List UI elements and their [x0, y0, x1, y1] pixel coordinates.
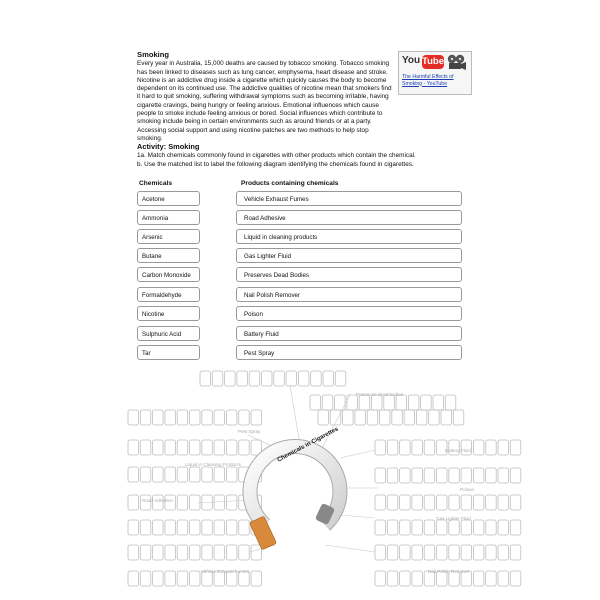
answer-box[interactable] — [437, 468, 448, 483]
youtube-logo — [402, 55, 444, 70]
products-header: Products containing chemicals — [241, 180, 339, 187]
label-liquid: Liquid in Cleaning Products — [185, 462, 241, 467]
answer-box[interactable] — [441, 410, 452, 425]
answer-box[interactable] — [153, 545, 164, 560]
answer-box[interactable] — [190, 545, 201, 560]
answer-box[interactable] — [424, 545, 435, 560]
answer-box[interactable] — [249, 371, 260, 386]
answer-box[interactable] — [416, 410, 427, 425]
answer-box[interactable] — [335, 371, 346, 386]
answer-box[interactable] — [226, 467, 237, 482]
product-item[interactable]: Preserves Dead Bodies — [236, 267, 462, 282]
answer-box[interactable] — [128, 520, 139, 535]
answer-box[interactable] — [424, 468, 435, 483]
answer-box[interactable] — [396, 395, 407, 410]
answer-box[interactable] — [140, 520, 151, 535]
answer-box[interactable] — [128, 495, 139, 510]
answer-box[interactable] — [473, 520, 484, 535]
answer-box[interactable] — [445, 395, 456, 410]
answer-box[interactable] — [140, 545, 151, 560]
answer-box[interactable] — [437, 545, 448, 560]
answer-box[interactable] — [214, 495, 225, 510]
answer-box[interactable] — [262, 371, 273, 386]
answer-box[interactable] — [128, 410, 139, 425]
answer-box[interactable] — [367, 410, 378, 425]
answer-box[interactable] — [311, 371, 322, 386]
answer-box[interactable] — [387, 495, 398, 510]
answer-box[interactable] — [322, 395, 333, 410]
answer-box[interactable] — [449, 520, 460, 535]
answer-box[interactable] — [153, 520, 164, 535]
youtube-video-link[interactable] — [398, 51, 472, 95]
answer-box[interactable] — [251, 571, 262, 586]
answer-box[interactable] — [498, 440, 509, 455]
video-link-text[interactable]: The Harmful Effects of Smoking - YouTube — [402, 74, 454, 87]
answer-box[interactable] — [429, 410, 440, 425]
answer-box[interactable] — [214, 545, 225, 560]
answer-box[interactable] — [202, 545, 213, 560]
chemical-item[interactable]: Ammonia — [137, 210, 200, 225]
answer-box[interactable] — [153, 571, 164, 586]
youtube-logo-tube: Tube — [422, 56, 444, 67]
intro-title: Smoking — [137, 50, 170, 59]
answer-box[interactable] — [424, 495, 435, 510]
answer-box[interactable] — [202, 410, 213, 425]
answer-box[interactable] — [473, 468, 484, 483]
chemical-item[interactable]: Tar — [137, 345, 200, 360]
answer-box[interactable] — [190, 467, 201, 482]
answer-box[interactable] — [449, 468, 460, 483]
answer-box[interactable] — [140, 571, 151, 586]
answer-box[interactable] — [408, 395, 419, 410]
answer-box[interactable] — [473, 571, 484, 586]
answer-box[interactable] — [165, 440, 176, 455]
answer-box[interactable] — [177, 495, 188, 510]
answer-box[interactable] — [375, 520, 386, 535]
chemicals-header: Chemicals — [139, 180, 172, 187]
answer-box[interactable] — [298, 371, 309, 386]
answer-box[interactable] — [165, 571, 176, 586]
answer-box[interactable] — [473, 440, 484, 455]
answer-box[interactable] — [214, 520, 225, 535]
answer-box[interactable] — [424, 520, 435, 535]
answer-box[interactable] — [190, 495, 201, 510]
answer-box[interactable] — [510, 520, 521, 535]
answer-box[interactable] — [498, 520, 509, 535]
answer-box[interactable] — [412, 520, 423, 535]
answer-box[interactable] — [239, 545, 250, 560]
answer-box[interactable] — [286, 371, 297, 386]
answer-box[interactable] — [380, 410, 391, 425]
answer-box[interactable] — [239, 440, 250, 455]
answer-box[interactable] — [400, 571, 411, 586]
answer-box[interactable] — [177, 410, 188, 425]
answer-box[interactable] — [190, 571, 201, 586]
activity-title: Activity: Smoking — [137, 142, 200, 151]
answer-box[interactable] — [400, 545, 411, 560]
activity-instruction-a: 1a. Match chemicals commonly found in cigarettes with other products which contain the chemical. — [137, 152, 416, 159]
label-lighter: Gas Lighter Fluid — [436, 516, 471, 521]
answer-box[interactable] — [359, 395, 370, 410]
product-item[interactable]: Poison — [236, 306, 462, 321]
answer-box[interactable] — [449, 495, 460, 510]
answer-box[interactable] — [387, 520, 398, 535]
label-battery: Battery Fluid — [445, 448, 471, 453]
product-item[interactable]: Liquid in cleaning products — [236, 229, 462, 244]
answer-box[interactable] — [486, 495, 497, 510]
chemical-item[interactable]: Carbon Monoxide — [137, 267, 200, 282]
answer-box[interactable] — [510, 495, 521, 510]
answer-box[interactable] — [251, 545, 262, 560]
answer-box[interactable] — [437, 495, 448, 510]
answer-box[interactable] — [202, 440, 213, 455]
answer-box[interactable] — [237, 371, 248, 386]
answer-box[interactable] — [400, 520, 411, 535]
label-road: Road Adhesive — [142, 498, 173, 503]
answer-box[interactable] — [424, 440, 435, 455]
answer-box[interactable] — [239, 520, 250, 535]
product-item[interactable]: Gas Lighter Fluid — [236, 248, 462, 263]
answer-box[interactable] — [274, 371, 285, 386]
answer-box[interactable] — [177, 545, 188, 560]
answer-box[interactable] — [153, 467, 164, 482]
answer-box[interactable] — [404, 410, 415, 425]
answer-box[interactable] — [318, 410, 329, 425]
answer-box[interactable] — [190, 440, 201, 455]
answer-box[interactable] — [461, 520, 472, 535]
answer-box[interactable] — [226, 410, 237, 425]
diagram-center-label: Chemicals in Cigarettes — [276, 426, 340, 464]
answer-box[interactable] — [177, 467, 188, 482]
answer-box[interactable] — [226, 520, 237, 535]
answer-box[interactable] — [473, 545, 484, 560]
answer-box[interactable] — [486, 440, 497, 455]
answer-box[interactable] — [226, 545, 237, 560]
answer-box[interactable] — [400, 440, 411, 455]
answer-box[interactable] — [128, 467, 139, 482]
answer-box[interactable] — [165, 520, 176, 535]
answer-box[interactable] — [498, 545, 509, 560]
answer-box[interactable] — [375, 495, 386, 510]
label-exhaust: Vehicle Exhaust Fumes — [201, 569, 250, 574]
answer-box[interactable] — [190, 520, 201, 535]
answer-box[interactable] — [239, 410, 250, 425]
answer-box[interactable] — [498, 571, 509, 586]
answer-box[interactable] — [190, 410, 201, 425]
answer-box[interactable] — [392, 410, 403, 425]
answer-box[interactable] — [387, 468, 398, 483]
product-item[interactable]: Battery Fluid — [236, 326, 462, 341]
chemical-item[interactable]: Acetone — [137, 191, 200, 206]
answer-box[interactable] — [387, 545, 398, 560]
answer-box[interactable] — [177, 520, 188, 535]
answer-box[interactable] — [412, 545, 423, 560]
answer-box[interactable] — [153, 410, 164, 425]
chemical-item[interactable]: Arsenic — [137, 229, 200, 244]
answer-box[interactable] — [412, 571, 423, 586]
answer-box[interactable] — [412, 440, 423, 455]
answer-box[interactable] — [310, 395, 321, 410]
answer-box[interactable] — [355, 410, 366, 425]
activity-instruction-b: b. Use the matched list to label the following diagram identifying the chemicals found in cigarettes. — [137, 161, 414, 168]
answer-box[interactable] — [412, 495, 423, 510]
answer-box[interactable] — [461, 545, 472, 560]
answer-box[interactable] — [375, 440, 386, 455]
product-item[interactable]: Pest Spray — [236, 345, 462, 360]
answer-box[interactable] — [202, 467, 213, 482]
label-pest: Pest Spray — [238, 429, 261, 434]
answer-box[interactable] — [226, 440, 237, 455]
answer-box[interactable] — [498, 495, 509, 510]
answer-box[interactable] — [251, 410, 262, 425]
label-poison: Poison — [460, 487, 475, 492]
answer-box[interactable] — [510, 571, 521, 586]
product-item[interactable]: Nail Polish Remover — [236, 287, 462, 302]
answer-box[interactable] — [372, 395, 383, 410]
answer-box[interactable] — [226, 495, 237, 510]
answer-box[interactable] — [212, 371, 223, 386]
intro-section — [137, 51, 392, 143]
answer-box[interactable] — [486, 545, 497, 560]
answer-box[interactable] — [384, 395, 395, 410]
answer-box[interactable] — [421, 395, 432, 410]
answer-box[interactable] — [128, 440, 139, 455]
chemical-item[interactable]: Butane — [137, 248, 200, 263]
answer-box[interactable] — [214, 440, 225, 455]
film-reel-icon — [447, 54, 467, 70]
answer-box[interactable] — [323, 371, 334, 386]
answer-box[interactable] — [140, 467, 151, 482]
answer-box[interactable] — [153, 440, 164, 455]
cigarette-chemicals-diagram — [0, 360, 600, 600]
answer-box[interactable] — [165, 467, 176, 482]
answer-box[interactable] — [214, 467, 225, 482]
youtube-logo-you: You — [402, 55, 421, 66]
answer-box[interactable] — [387, 571, 398, 586]
answer-box[interactable] — [165, 545, 176, 560]
answer-box[interactable] — [400, 495, 411, 510]
answer-boxes — [128, 371, 521, 586]
intro-body: Every year in Australia, 15,000 deaths are caused by tobacco smoking. Tobacco smoking has been linked to diseases such as lung cancer, emphysema, heart disease and stroke. Nicotine is an addictive drug inside a cigarette which quickly causes the body to become dependent on its continued use. The addictive qualities of nicotine mean that smokers find it hard to quit smoking, suffering withdrawal symptoms such as becoming irritable, having cigarette cravings, being hungry or feeling anxious. Emotional influences which cause people to smoke include feeling anxious or bored. Social influences which contribute to smoking include being in certain environments such as around friends or at a party. Accessing social support and using nicotine patches are two methods to help stop smoking. — [137, 60, 392, 142]
answer-box[interactable] — [449, 545, 460, 560]
answer-box[interactable] — [486, 571, 497, 586]
answer-box[interactable] — [375, 468, 386, 483]
answer-box[interactable] — [202, 520, 213, 535]
diagram-graphic — [0, 360, 600, 600]
answer-box[interactable] — [375, 545, 386, 560]
answer-box[interactable] — [510, 468, 521, 483]
label-nail: Nail Polish Remover — [428, 569, 470, 574]
answer-box[interactable] — [437, 520, 448, 535]
answer-box[interactable] — [498, 468, 509, 483]
answer-box[interactable] — [461, 468, 472, 483]
product-item[interactable]: Road Adhesive — [236, 210, 462, 225]
answer-box[interactable] — [200, 371, 211, 386]
answer-box[interactable] — [128, 545, 139, 560]
chemical-item[interactable]: Sulphuric Acid — [137, 326, 200, 341]
answer-box[interactable] — [140, 410, 151, 425]
answer-box[interactable] — [140, 440, 151, 455]
answer-box[interactable] — [177, 571, 188, 586]
answer-box[interactable] — [375, 571, 386, 586]
answer-box[interactable] — [510, 545, 521, 560]
label-preserves: Preserves dead bodies — [356, 392, 403, 397]
answer-box[interactable] — [473, 495, 484, 510]
product-item[interactable]: Vehicle Exhaust Fumes — [236, 191, 462, 206]
answer-box[interactable] — [486, 520, 497, 535]
answer-box[interactable] — [128, 571, 139, 586]
answer-box[interactable] — [165, 410, 176, 425]
answer-box[interactable] — [177, 440, 188, 455]
answer-box[interactable] — [510, 440, 521, 455]
answer-box[interactable] — [214, 410, 225, 425]
answer-box[interactable] — [433, 395, 444, 410]
answer-box[interactable] — [412, 468, 423, 483]
chemical-item[interactable]: Nicotine — [137, 306, 200, 321]
answer-box[interactable] — [387, 440, 398, 455]
chemical-item[interactable]: Formaldehyde — [137, 287, 200, 302]
answer-box[interactable] — [453, 410, 464, 425]
answer-box[interactable] — [461, 495, 472, 510]
answer-box[interactable] — [343, 410, 354, 425]
answer-box[interactable] — [400, 468, 411, 483]
answer-box[interactable] — [225, 371, 236, 386]
answer-box[interactable] — [486, 468, 497, 483]
